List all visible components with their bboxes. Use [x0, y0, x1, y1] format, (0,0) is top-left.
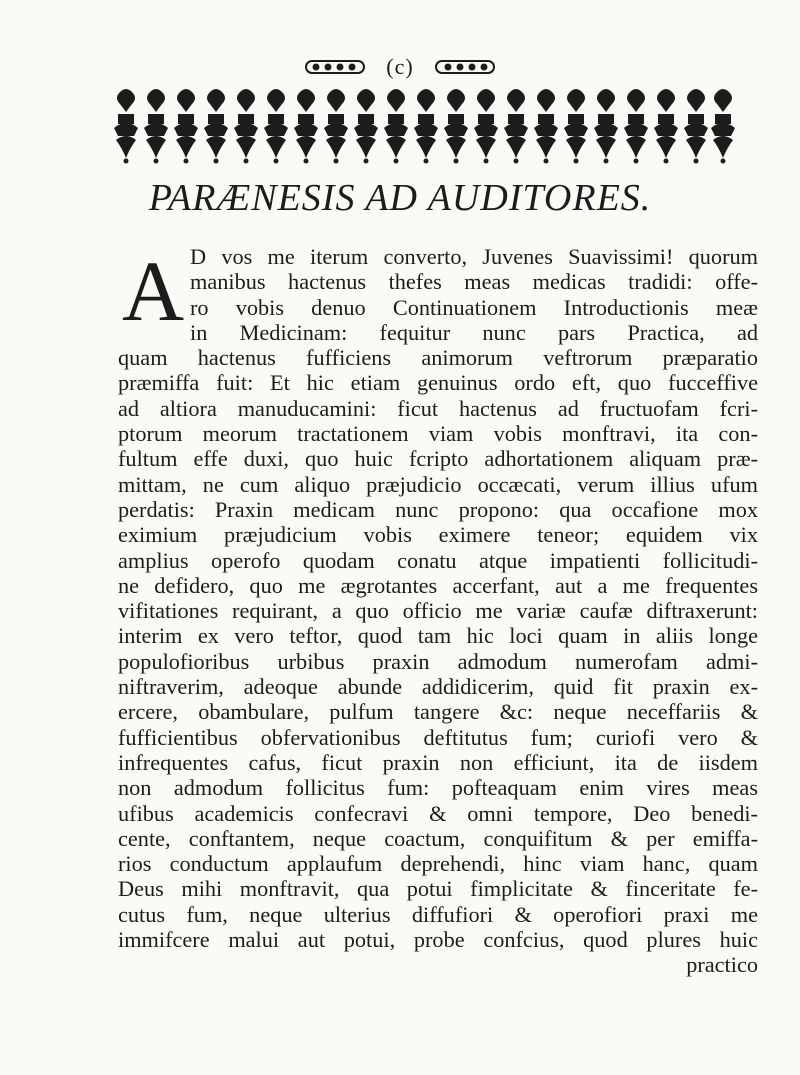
text-line: fultum effe duxi, quo huic fcripto adhortationem aliquam præ-	[118, 446, 758, 472]
text-line: ufibus academicis confecravi & omni tempore, Deo benedi-	[118, 800, 758, 826]
text-line: perdatis: Praxin medicam nunc propono: qua occafione mox	[118, 496, 758, 522]
text-line: vifitationes requirant, a quo officio me variæ caufæ diftraxerunt:	[118, 598, 758, 624]
left-ornament-icon	[304, 57, 366, 77]
text-line: infrequentes cafus, ficut praxin non efficiunt, ita de iisdem	[118, 749, 758, 775]
text-line: manibus hactenus thefes meas medicas tradidi: offe-	[190, 269, 758, 295]
text-line: mittam, ne cum aliquo præjudicio occæcati, verum illius ufum	[118, 471, 758, 497]
text-line: quam hactenus fufficiens animorum veftrorum præparatio	[118, 345, 758, 371]
text-line: eximium præjudicium vobis eximere teneor; equidem vix	[118, 522, 758, 548]
text-line: rios conductum applaufum deprehendi, hinc viam hanc, quam	[118, 851, 758, 877]
text-line: cente, conftantem, neque coactum, conquifitum & per emiffa-	[118, 825, 758, 851]
right-ornament-icon	[434, 57, 496, 77]
text-line: Deus mihi monftravit, qua potui fimplicitate & finceritate fe-	[118, 876, 758, 902]
text-line: cutus fum, neque ulterius diffufiori & operofiori praxi me	[118, 901, 758, 927]
text-line: amplius operofo quodam conatu atque impatienti follicitudi-	[118, 547, 758, 573]
text-line: fufficientibus obfervationibus deftitutus fum; curiofi vero &	[118, 724, 758, 750]
text-line: niftraverim, adeoque abunde addidicerim, quid fit praxin ex-	[118, 674, 758, 700]
text-line: D vos me iterum converto, Juvenes Suavissimi! quorum	[190, 244, 758, 269]
text-line: populofioribus urbibus praxin admodum numerofam admi-	[118, 648, 758, 674]
page-header	[0, 52, 800, 80]
chapter-title: PARÆNESIS AD AUDITORES.	[148, 177, 652, 219]
text-line: præmiffa fuit: Et hic etiam genuinus ordo eft, quo fucceffive	[118, 370, 758, 396]
text-line: non admodum follicitus fum: pofteaquam enim vires meas	[118, 775, 758, 801]
text-line: ercere, obambulare, pulfum tangere &c: neque neceffariis &	[118, 699, 758, 725]
text-line: ad altiora manuducamini: ficut hactenus ad fructuofam fcri-	[118, 395, 758, 421]
page-number: (c)	[386, 53, 414, 79]
catchword: practico	[686, 952, 758, 978]
text-line: interim ex vero teftor, quod tam hic loci quam in aliis longe	[118, 623, 758, 649]
text-line: immifcere malui aut potui, probe confcius, quod plures huic	[118, 927, 758, 953]
text-line: in Medicinam: fequitur nunc pars Practica, ad	[190, 319, 758, 345]
body-text	[118, 244, 758, 978]
text-line: ro vobis denuo Continuationem Introductionis meæ	[190, 294, 758, 320]
text-line: ne defidero, quo me ægrotantes accerfant, aut a me frequentes	[118, 572, 758, 598]
ornamental-headpiece-icon	[112, 88, 737, 164]
text-line: ptorum meorum tractationem viam vobis monftravi, ita con-	[118, 421, 758, 447]
drop-cap-glyph: A	[122, 252, 185, 324]
